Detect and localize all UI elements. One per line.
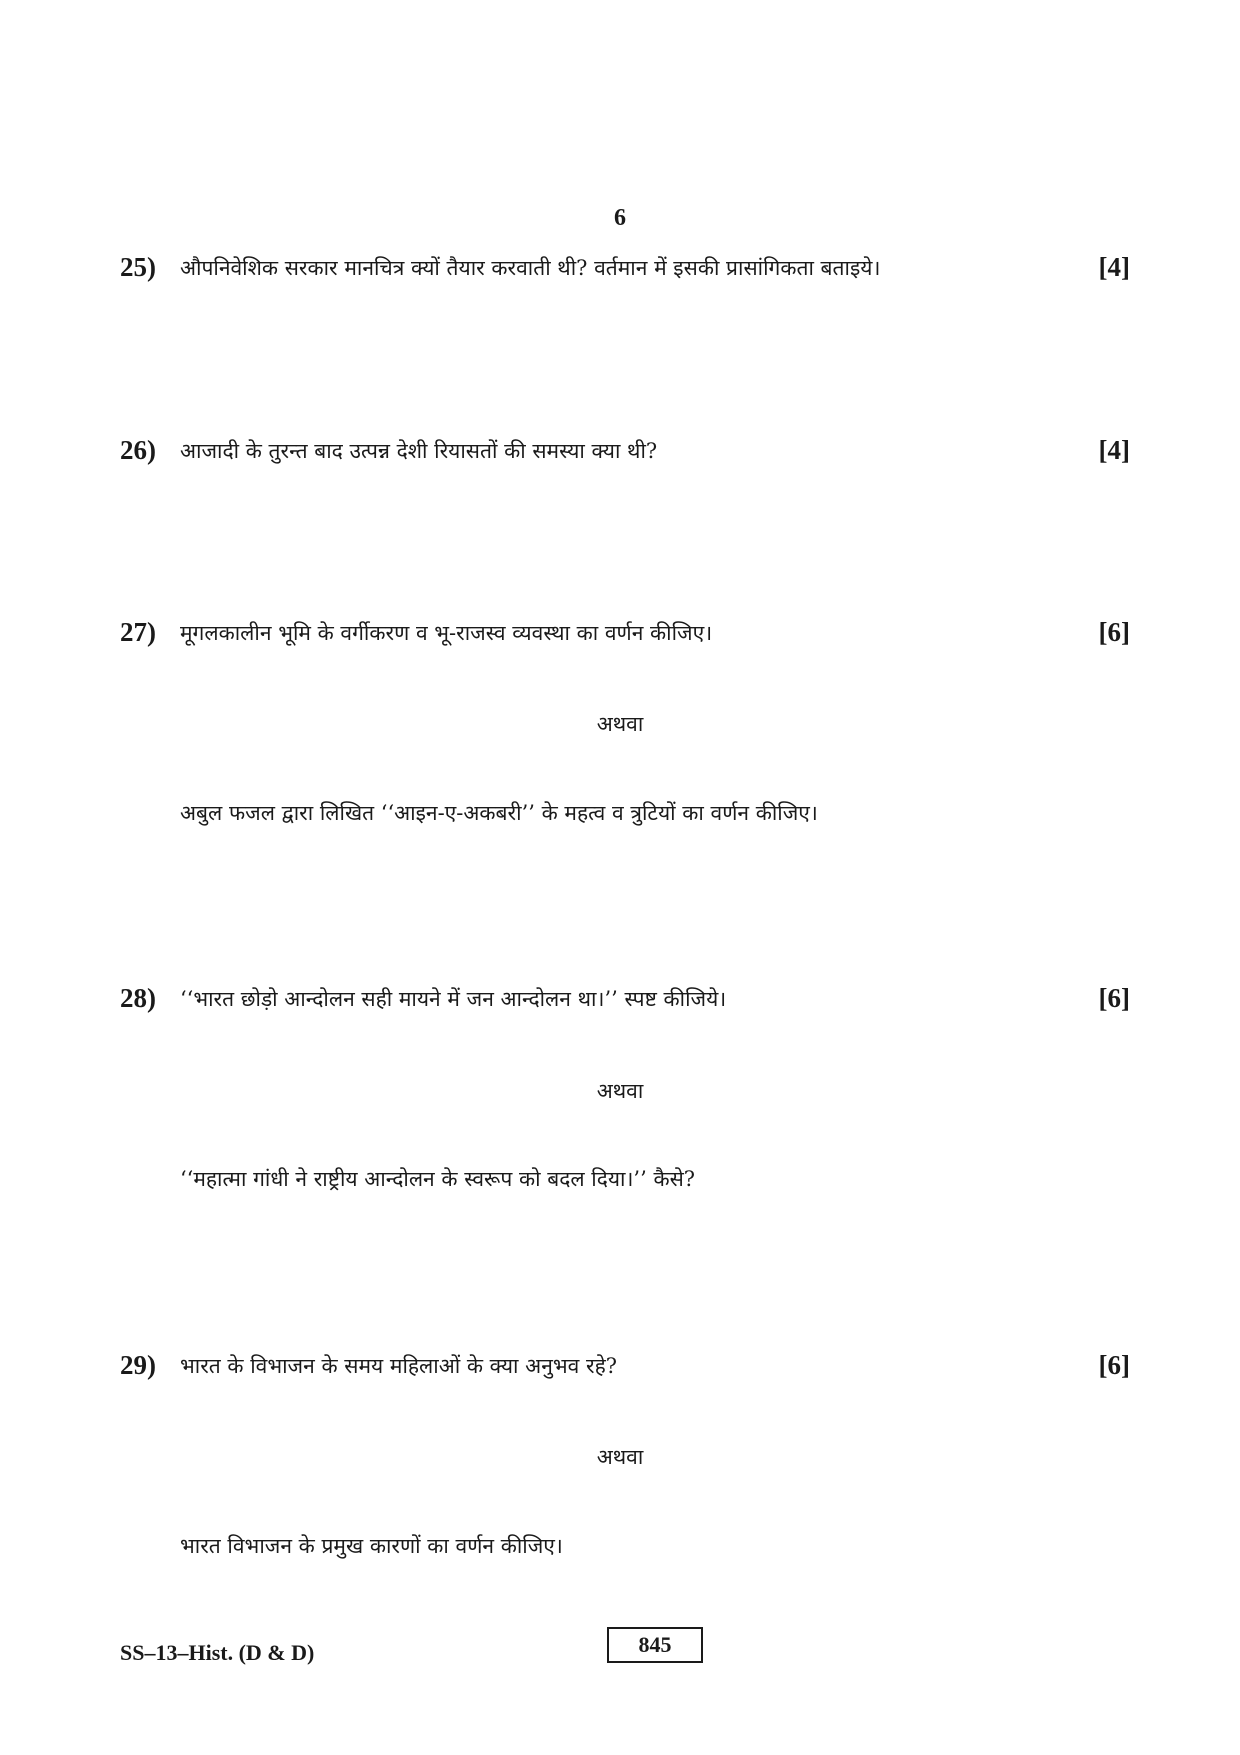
question-25	[120, 252, 1130, 292]
question-marks: [4]	[1098, 435, 1130, 465]
paper-code: SS–13–Hist. (D & D)	[120, 1640, 315, 1665]
question-marks: [6]	[1098, 617, 1130, 647]
question-text: भारत के विभाजन के समय महिलाओं के क्या अनुभव रहे?	[180, 1354, 617, 1378]
question-number: 26)	[120, 435, 156, 465]
question-26	[120, 435, 1130, 475]
or-label: अथवा	[596, 1445, 644, 1469]
question-marks: [6]	[1098, 983, 1130, 1013]
question-number: 25)	[120, 252, 156, 282]
question-text: औपनिवेशिक सरकार मानचित्र क्यों तैयार करवाती थी? वर्तमान में इसकी प्रासांगिकता बताइये।	[180, 256, 881, 280]
page-number: 6	[614, 205, 626, 231]
question-marks: [6]	[1098, 1350, 1130, 1380]
question-number: 29)	[120, 1350, 156, 1380]
question-number: 28)	[120, 983, 156, 1013]
question-text: ‘‘भारत छोड़ो आन्दोलन सही मायने में जन आन्दोलन था।’’ स्पष्ट कीजिये।	[180, 987, 727, 1011]
question-27	[120, 617, 1130, 657]
page-serial-box: 845	[607, 1627, 703, 1663]
question-text: मूगलकालीन भूमि के वर्गीकरण व भू-राजस्व व्यवस्था का वर्णन कीजिए।	[180, 621, 713, 645]
question-text: आजादी के तुरन्त बाद उत्पन्न देशी रियासतों की समस्या क्या थी?	[180, 439, 658, 463]
alternative-question-text: अबुल फजल द्वारा लिखित ‘‘आइन-ए-अकबरी’’ के महत्व व त्रुटियों का वर्णन कीजिए।	[180, 801, 818, 825]
or-label: अथवा	[596, 712, 644, 736]
question-28	[120, 983, 1130, 1023]
or-label: अथवा	[596, 1079, 644, 1103]
question-marks: [4]	[1098, 252, 1130, 282]
question-number: 27)	[120, 617, 156, 647]
question-29	[120, 1350, 1130, 1390]
alternative-question-text: ‘‘महात्मा गांधी ने राष्ट्रीय आन्दोलन के स्वरूप को बदल दिया।’’ कैसे?	[180, 1167, 696, 1191]
alternative-question-text: भारत विभाजन के प्रमुख कारणों का वर्णन कीजिए।	[180, 1534, 563, 1558]
